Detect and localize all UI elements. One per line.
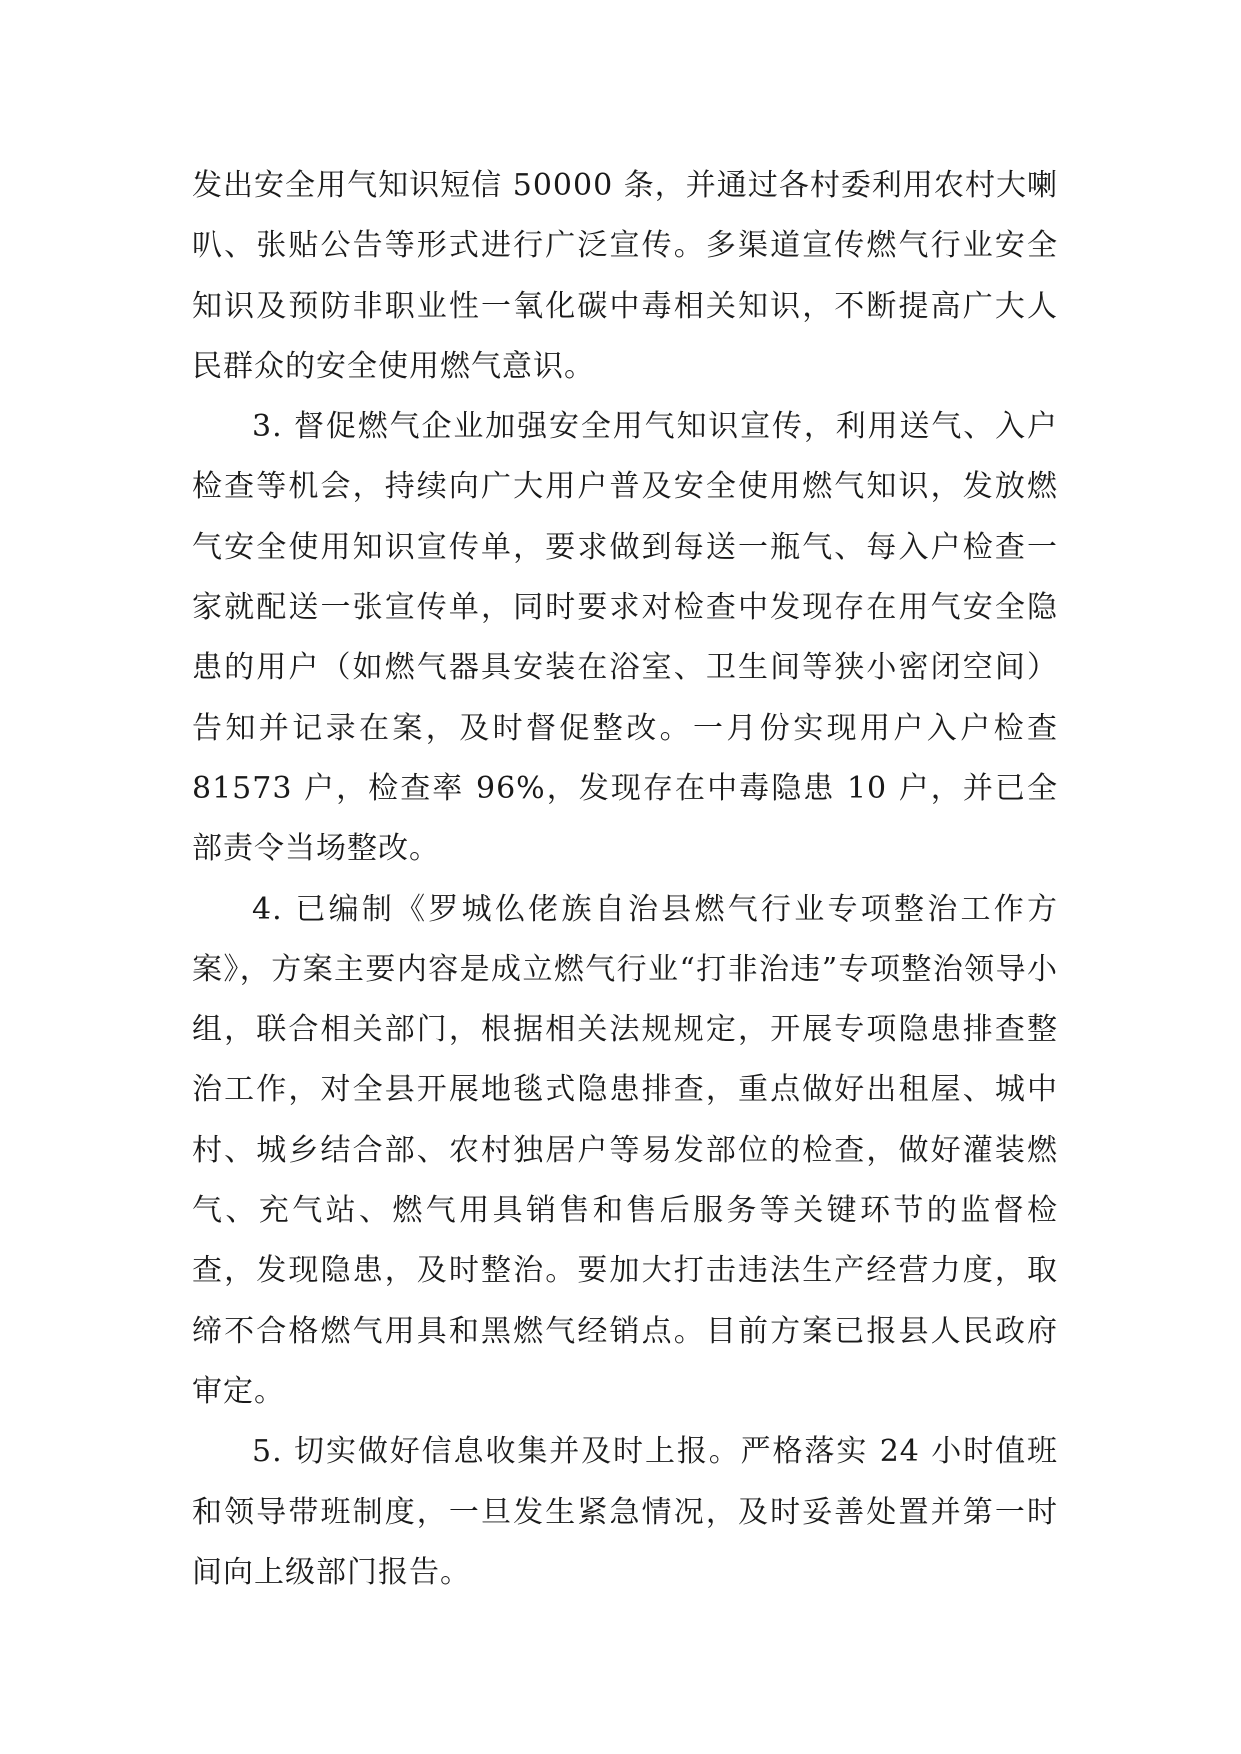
paragraph-item-3: 3. 督促燃气企业加强安全用气知识宣传，利用送气、入户检查等机会，持续向广大用户普及安全使用燃气知识，发放燃气安全使用知识宣传单，要求做到每送一瓶气、每入户检查一家就配送一张宣传单，同时要求对检查中发现存在用气安全隐患的用户（如燃气器具安装在浴室、卫生间等狭小密闭空间）告知并记录在案，及时督促整改。一月份实现用户入户检查 81573 户，检查率 96%，发现存在中毒隐患 10 户，并已全部责令当场整改。	[192, 409, 1058, 867]
document-body	[192, 156, 1058, 1603]
paragraph-sms-publicity: 发出安全用气知识短信 50000 条，并通过各村委利用农村大喇叭、张贴公告等形式进行广泛宣传。多渠道宣传燃气行业安全知识及预防非职业性一氧化碳中毒相关知识，不断提高广大人民群众的安全使用燃气意识。	[192, 168, 1058, 384]
paragraph-item-4: 4. 已编制《罗城仫佬族自治县燃气行业专项整治工作方案》，方案主要内容是成立燃气行业“打非治违”专项整治领导小组，联合相关部门，根据相关法规规定，开展专项隐患排查整治工作，对全县开展地毯式隐患排查，重点做好出租屋、城中村、城乡结合部、农村独居户等易发部位的检查，做好灌装燃气、充气站、燃气用具销售和售后服务等关键环节的监督检查，发现隐患，及时整治。要加大打击违法生产经营力度，取缔不合格燃气用具和黑燃气经销点。目前方案已报县人民政府审定。	[192, 891, 1058, 1409]
paragraph-item-5: 5. 切实做好信息收集并及时上报。严格落实 24 小时值班和领导带班制度，一旦发生紧急情况，及时妥善处置并第一时间向上级部门报告。	[192, 1434, 1058, 1590]
